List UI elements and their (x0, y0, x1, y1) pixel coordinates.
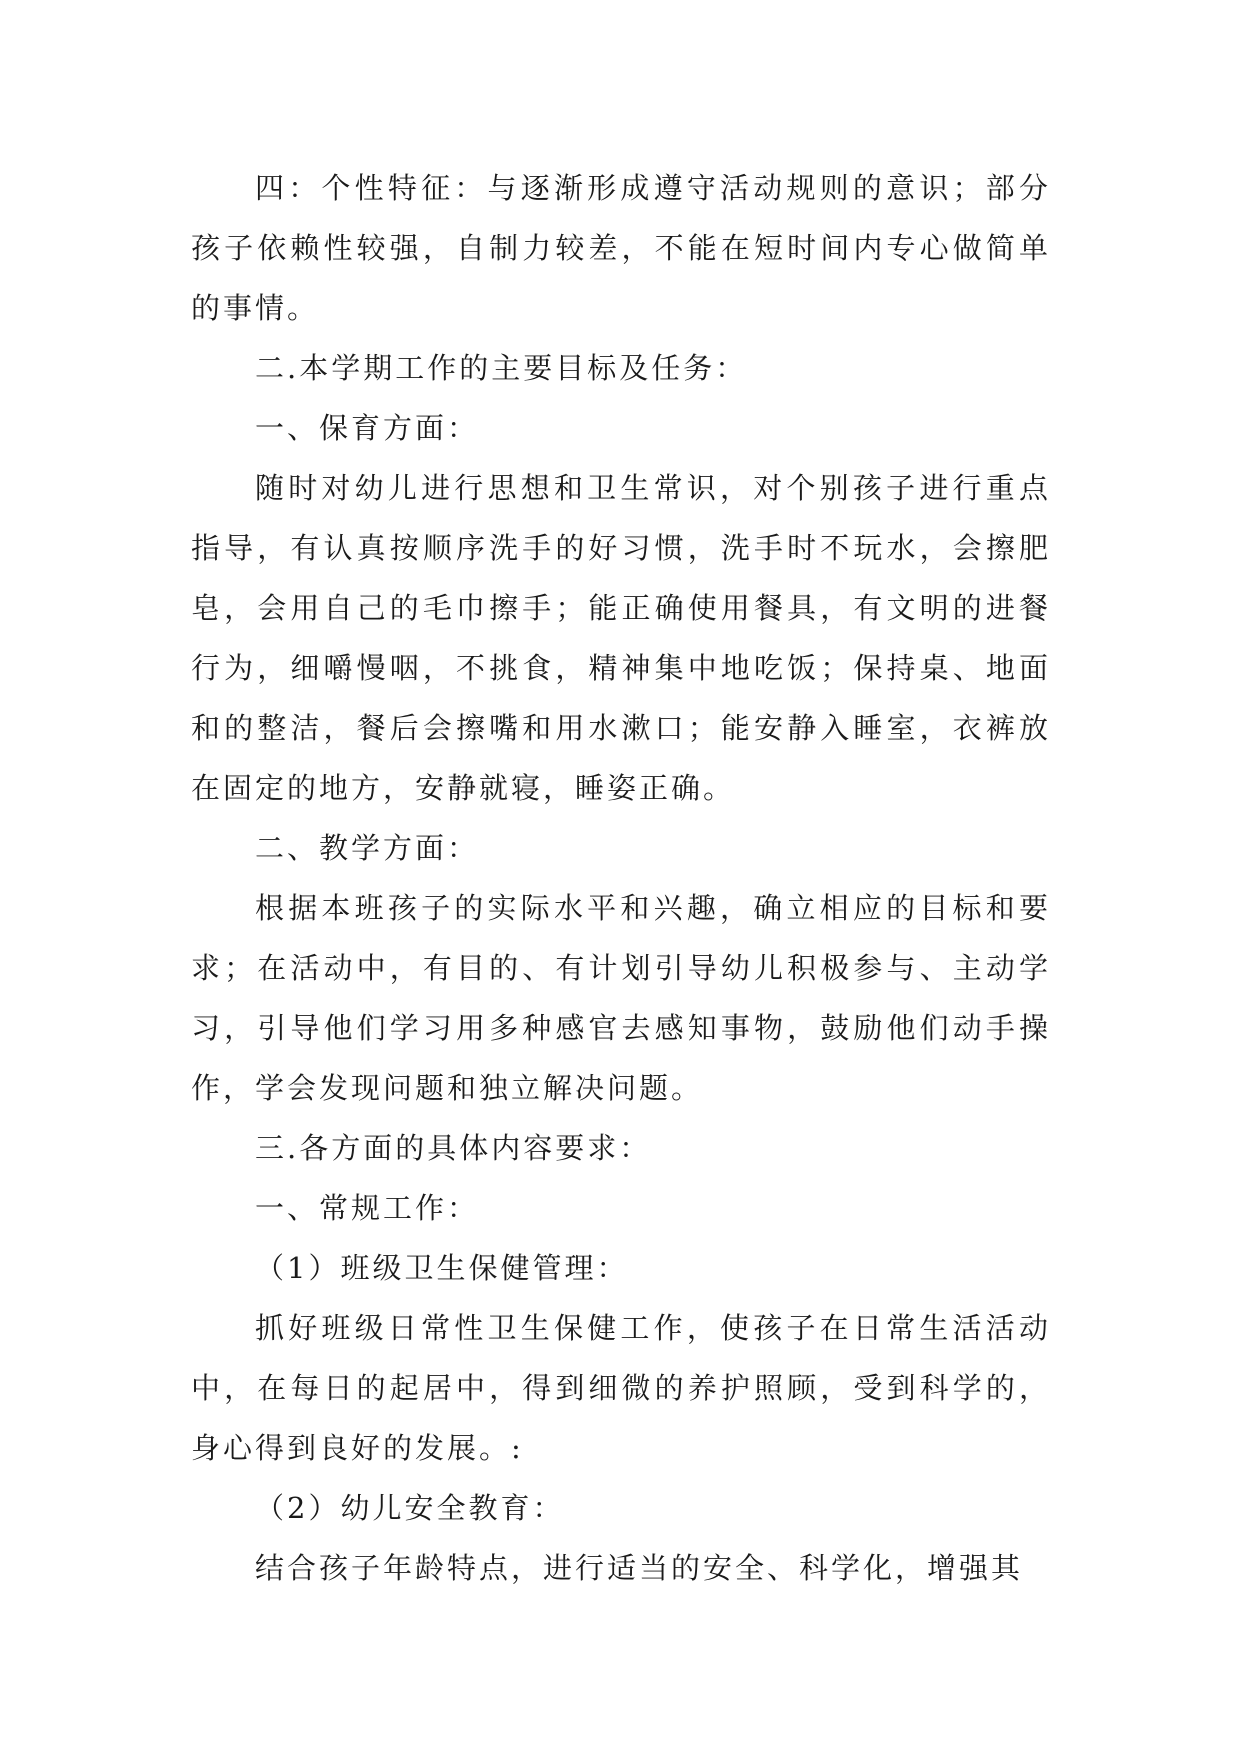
heading-teaching: 二、教学方面： (255, 831, 480, 865)
paragraph-safety-education: 结合孩子年龄特点，进行适当的安全、科学化，增强其 (255, 1551, 1024, 1585)
paragraph-childcare: 随时对幼儿进行思想和卫生常识，对个别孩子进行重点指导，有认真按顺序洗手的好习惯，洗手时不玩水，会擦肥皂，会用自己的毛巾擦手；能正确使用餐具，有文明的进餐行为，细嚼慢咽，不挑食，精神集中地吃饭；保持桌、地面和的整洁，餐后会擦嘴和用水漱口；能安静入睡室，衣裤放在固定的地方，安静就寝，睡姿正确。 (191, 471, 1051, 805)
heading-health-care: （1）班级卫生保健管理： (255, 1251, 629, 1285)
heading-childcare: 一、保育方面： (255, 411, 480, 445)
document-body (191, 158, 1051, 1598)
heading-specific-requirements: 三.各方面的具体内容要求： (255, 1131, 652, 1165)
heading-semester-goals: 二.本学期工作的主要目标及任务： (255, 351, 748, 385)
paragraph-teaching: 根据本班孩子的实际水平和兴趣，确立相应的目标和要求；在活动中，有目的、有计划引导幼儿积极参与、主动学习，引导他们学习用多种感官去感知事物，鼓励他们动手操作，学会发现问题和独立解决问题。 (191, 891, 1051, 1105)
paragraph-personality-traits: 四：个性特征：与逐渐形成遵守活动规则的意识；部分孩子依赖性较强，自制力较差，不能在短时间内专心做简单的事情。 (191, 171, 1051, 325)
heading-routine-work: 一、常规工作： (255, 1191, 480, 1225)
paragraph-health-care: 抓好班级日常性卫生保健工作，使孩子在日常生活活动中，在每日的起居中，得到细微的养护照顾，受到科学的，身心得到良好的发展。: (191, 1311, 1051, 1465)
heading-safety-education: （2）幼儿安全教育： (255, 1491, 565, 1525)
